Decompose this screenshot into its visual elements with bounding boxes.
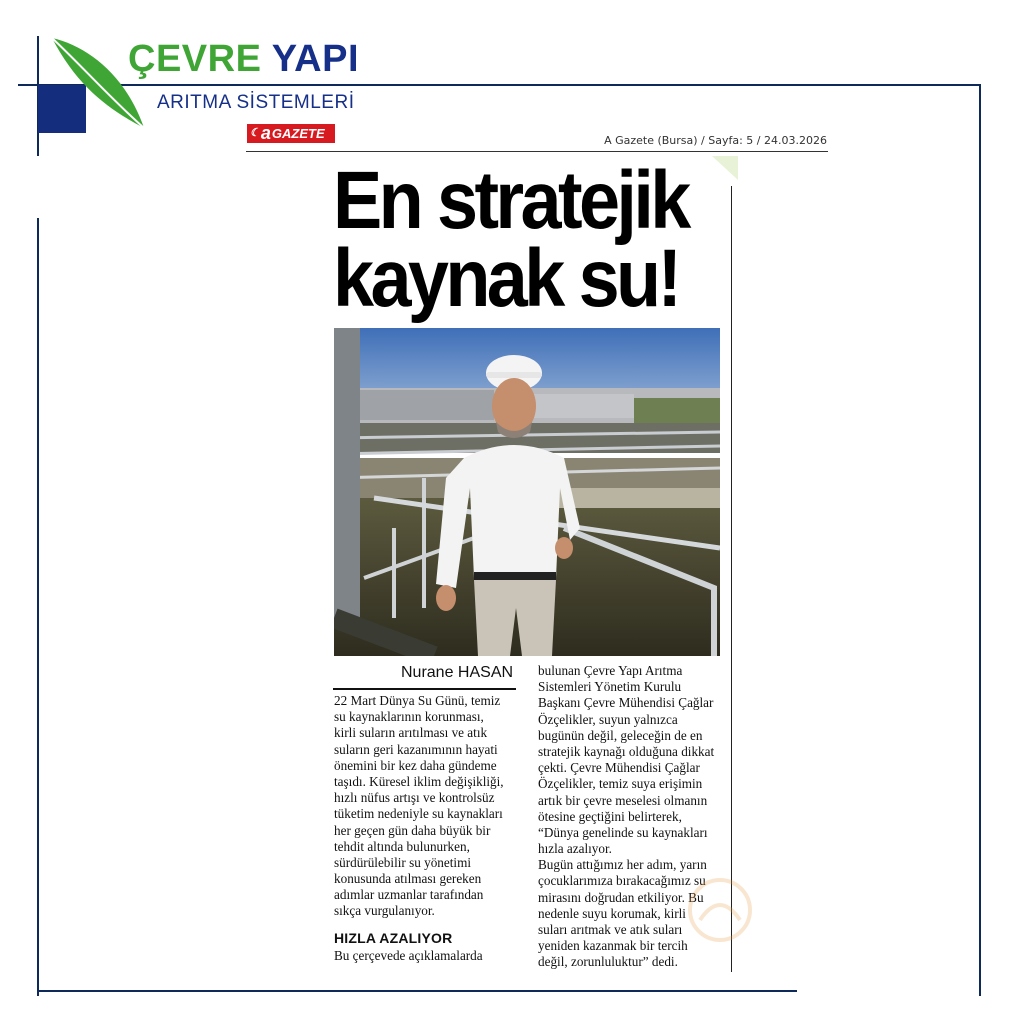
- newspaper-badge-name: GAZETE: [271, 126, 325, 141]
- text-line: Sistemleri Yönetim Kurulu: [538, 679, 682, 695]
- text-line: artık bir çevre meselesi olmanın: [538, 792, 708, 808]
- text-line: mirasını doğrudan etkiliyor. Bu: [538, 889, 704, 905]
- text-line: Bu çerçevede açıklamalarda: [334, 948, 483, 963]
- newspaper-badge-letter: a: [260, 123, 271, 143]
- text-line: konusunda atılması gereken: [334, 871, 482, 887]
- subheading: HIZLA AZALIYOR: [334, 930, 453, 946]
- byline-rule: [333, 688, 516, 690]
- article-column-1-continued: [334, 948, 483, 964]
- newspaper-badge: [247, 124, 335, 143]
- text-line: adımlar uzmanlar tarafından: [334, 887, 484, 903]
- text-line: kirli suların arıtılması ve atık: [334, 725, 488, 741]
- source-line: A Gazete (Bursa) / Sayfa: 5 / 24.03.2026: [604, 134, 827, 147]
- frame-left-line: [37, 218, 39, 996]
- text-line: Özçelikler, suyun yalnızca: [538, 711, 678, 727]
- text-line: Bugün attığımız her adım, yarın: [538, 857, 707, 873]
- frame-bottom-line: [37, 990, 797, 992]
- headline: [333, 155, 693, 324]
- article-column-1: [334, 693, 504, 920]
- text-line: nedenle suyu korumak, kirli: [538, 905, 686, 921]
- watermark-drop-icon: [680, 870, 760, 950]
- text-line: önemini bir kez daha gündeme: [334, 757, 497, 773]
- text-line: suların geri kazanımının hayati: [334, 741, 498, 757]
- frame-right-line: [979, 84, 981, 996]
- text-line: bulunan Çevre Yapı Arıtma: [538, 663, 683, 678]
- text-line: 22 Mart Dünya Su Günü, temiz: [334, 693, 501, 708]
- text-line: hızla azalıyor.: [538, 841, 612, 857]
- text-line: Başkanı Çevre Mühendisi Çağlar: [538, 695, 714, 711]
- text-line: suları arıtmak ve atık suları: [538, 922, 683, 937]
- header-rule: [246, 151, 828, 152]
- text-line: sürdürülebilir su yönetimi: [334, 854, 471, 870]
- text-line: bugünün değil, geleceğin de en: [538, 727, 703, 743]
- article-photo: [334, 328, 720, 656]
- corner-fold-icon: [712, 156, 738, 180]
- text-line: çocuklarımıza bırakacağımız su: [538, 873, 706, 889]
- text-line: su kaynaklarının korunması,: [334, 709, 484, 725]
- headline-line2: kaynak su!: [333, 233, 679, 324]
- logo-title-word1: ÇEVRE: [128, 38, 262, 80]
- text-line: “Dünya genelinde su kaynakları: [538, 824, 708, 840]
- logo-subtitle: ARITMA SİSTEMLERİ: [157, 92, 355, 113]
- column-divider: [731, 186, 732, 972]
- text-line: her geçen gün daha büyük bir: [334, 822, 491, 838]
- logo-title-word2: YAPI: [271, 38, 359, 80]
- text-line: ötesine geçtiğini belirterek,: [538, 808, 682, 824]
- logo-title: [128, 40, 359, 78]
- text-line: tüketim nedeniyle su kaynakları: [334, 806, 503, 822]
- text-line: stratejik kaynağı olduğuna dikkat: [538, 743, 715, 759]
- frame-top-line: [18, 84, 980, 86]
- text-line: taşıdı. Küresel iklim değişikliği,: [334, 773, 504, 789]
- text-line: Özçelikler, temiz suya erişimin: [538, 776, 703, 792]
- text-line: çekti. Çevre Mühendisi Çağlar: [538, 760, 700, 776]
- headline-line1: En stratejik: [333, 155, 688, 246]
- text-line: hızlı nüfus artışı ve kontrolsüz: [334, 790, 495, 806]
- byline: Nurane HASAN: [401, 664, 514, 681]
- text-line: yeniden kazanmak bir tercih: [538, 938, 688, 954]
- text-line: değil, zorunluluktur” dedi.: [538, 954, 678, 970]
- text-line: tehdit altında bulunurken,: [334, 838, 470, 854]
- crescent-icon: ☾: [250, 127, 260, 139]
- text-line: sıkça vurgulanıyor.: [334, 903, 435, 919]
